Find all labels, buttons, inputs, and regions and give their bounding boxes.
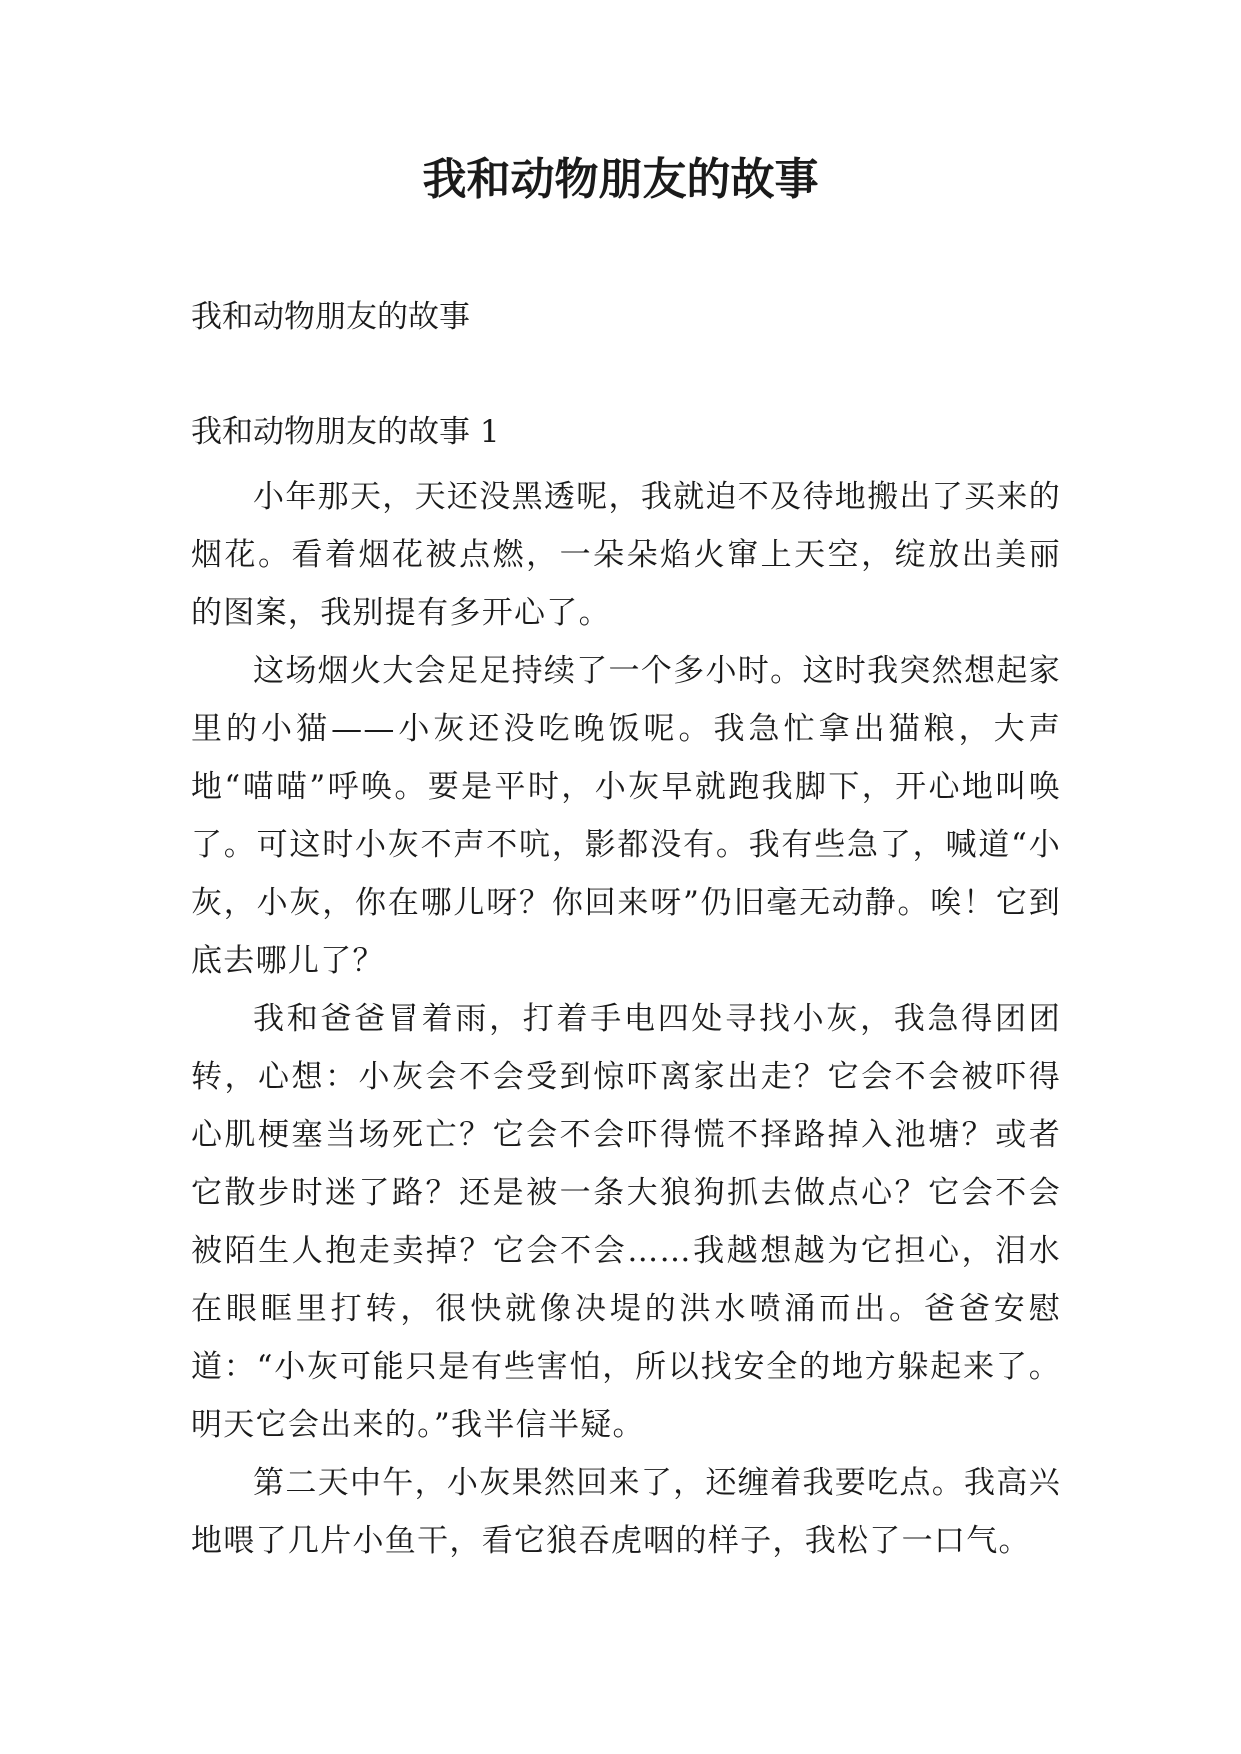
- paragraph: 第二天中午，小灰果然回来了，还缠着我要吃点。我高兴地喂了几片小鱼干，看它狼吞虎咽的样子，我松了一口气。: [191, 1465, 1061, 1559]
- body-text: [191, 468, 1061, 1570]
- paragraph: 我和爸爸冒着雨，打着手电四处寻找小灰，我急得团团转，心想：小灰会不会受到惊吓离家出走？它会不会被吓得心肌梗塞当场死亡？它会不会吓得慌不择路掉入池塘？或者它散步时迷了路？还是被一条大狼狗抓去做点心？它会不会被陌生人抱走卖掉？它会不会……我越想越为它担心，泪水在眼眶里打转，很快就像决堤的洪水喷涌而出。爸爸安慰道：“小灰可能只是有些害怕，所以找安全的地方躲起来了。明天它会出来的。”我半信半疑。: [191, 1001, 1061, 1443]
- document-title: 我和动物朋友的故事: [422, 154, 819, 205]
- paragraph: 这场烟火大会足足持续了一个多小时。这时我突然想起家里的小猫——小灰还没吃晚饭呢。我急忙拿出猫粮，大声地“喵喵”呼唤。要是平时，小灰早就跑我脚下，开心地叫唤了。可这时小灰不声不吭，影都没有。我有些急了，喊道“小灰，小灰，你在哪儿呀？你回来呀”仍旧毫无动静。唉！它到底去哪儿了？: [191, 653, 1061, 979]
- document-subtitle: 我和动物朋友的故事: [191, 299, 470, 335]
- section-heading: 我和动物朋友的故事 1: [191, 414, 500, 450]
- paragraph: 小年那天，天还没黑透呢，我就迫不及待地搬出了买来的烟花。看着烟花被点燃，一朵朵焰火窜上天空，绽放出美丽的图案，我别提有多开心了。: [191, 479, 1061, 631]
